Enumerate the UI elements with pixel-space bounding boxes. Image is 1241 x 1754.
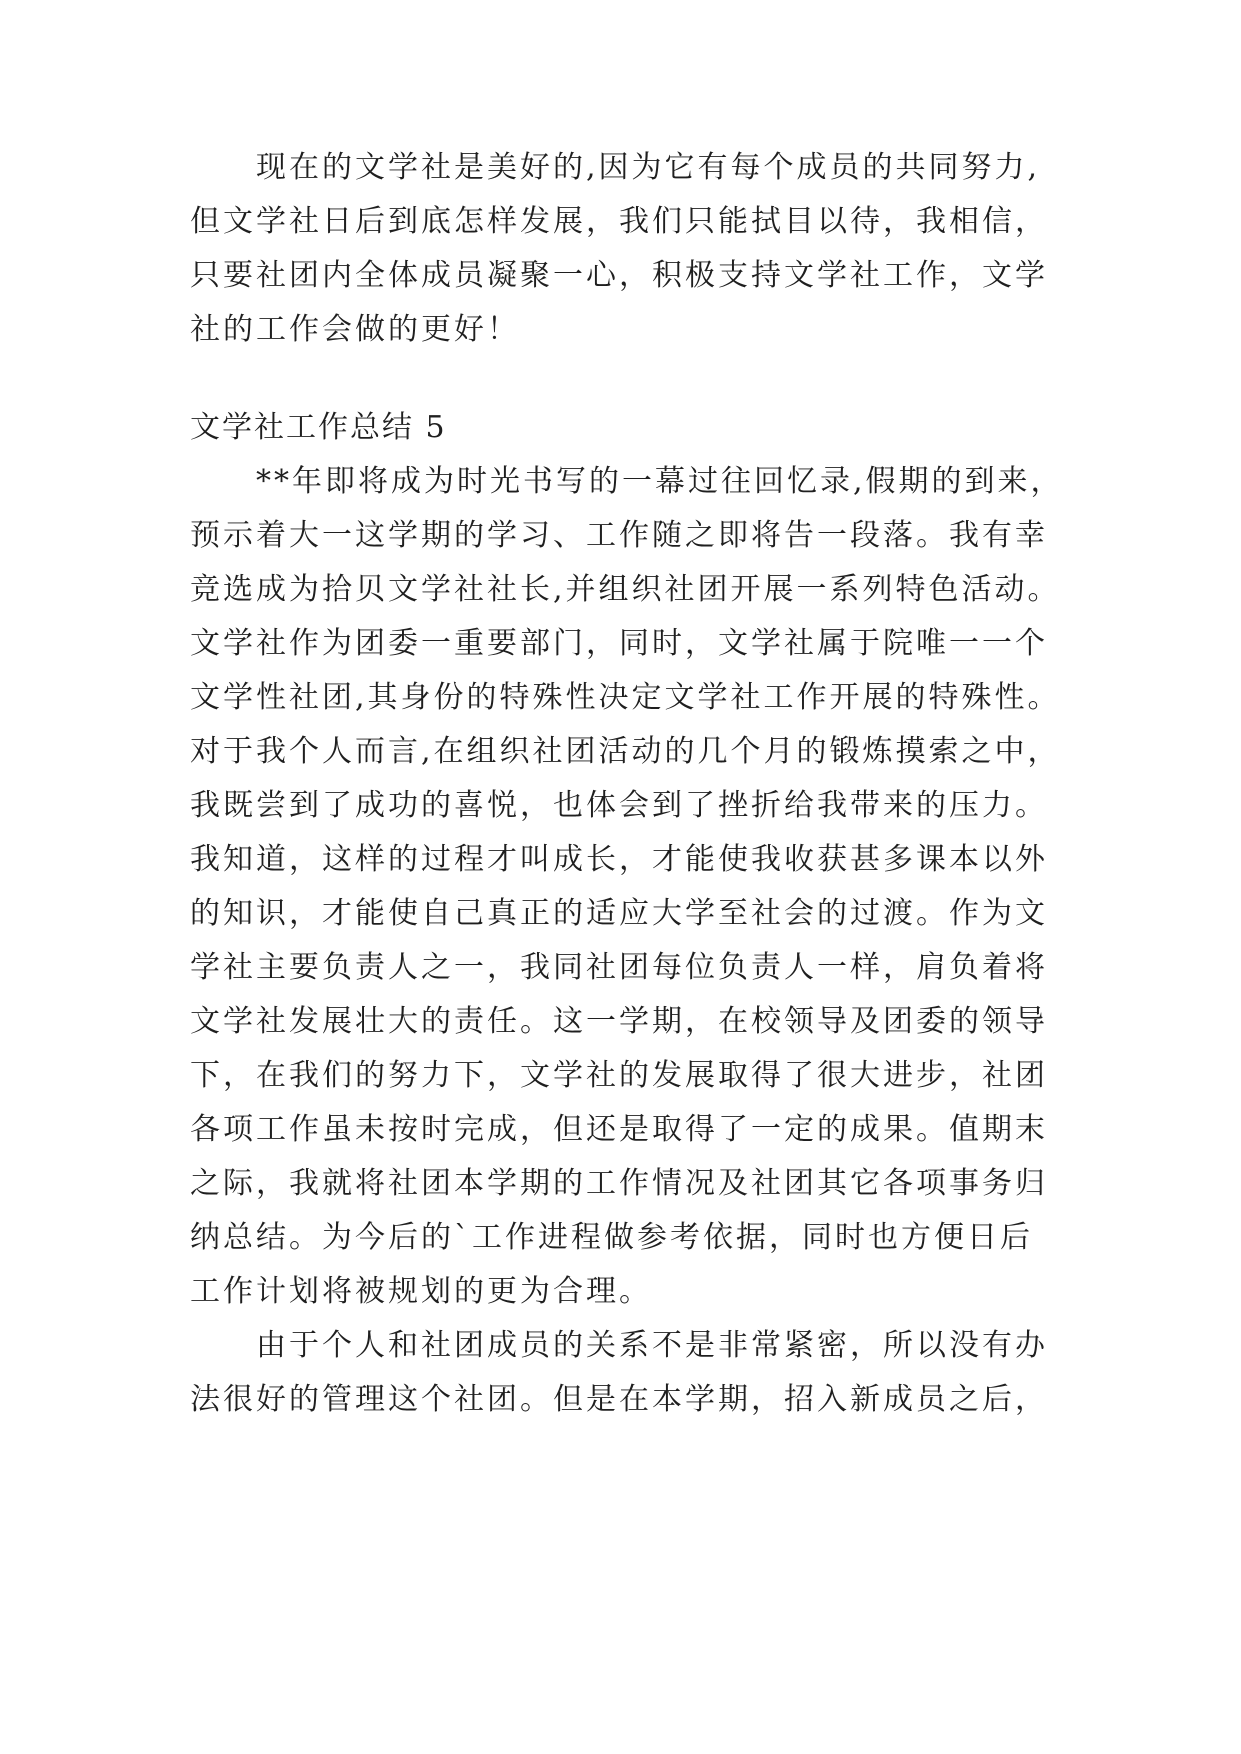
paragraph-2-line-9: 的知识，才能使自己真正的适应大学至社会的过渡。作为文	[190, 896, 1048, 931]
paragraph-2-line-13: 各项工作虽未按时完成，但还是取得了一定的成果。值期末	[190, 1112, 1048, 1147]
paragraph-2-line-16: 工作计划将被规划的更为合理。	[190, 1274, 652, 1309]
paragraph-2-line-6: 对于我个人而言,在组织社团活动的几个月的锻炼摸索之中，	[190, 734, 1061, 769]
paragraph-2-line-2: 预示着大一这学期的学习、工作随之即将告一段落。我有幸	[190, 518, 1048, 553]
paragraph-2-line-11: 文学社发展壮大的责任。这一学期，在校领导及团委的领导	[190, 1004, 1048, 1039]
section-heading: 文学社工作总结 5	[190, 410, 447, 445]
paragraph-2-line-3: 竞选成为拾贝文学社社长,并组织社团开展一系列特色活动。	[190, 572, 1061, 607]
paragraph-2-line-8: 我知道，这样的过程才叫成长，才能使我收获甚多课本以外	[190, 842, 1048, 877]
paragraph-2-line-12: 下，在我们的努力下，文学社的发展取得了很大进步，社团	[190, 1058, 1048, 1093]
paragraph-2-line-5: 文学性社团,其身份的特殊性决定文学社工作开展的特殊性。	[190, 680, 1061, 715]
paragraph-1-line-4: 社的工作会做的更好！	[190, 312, 520, 347]
paragraph-1-line-3: 只要社团内全体成员凝聚一心，积极支持文学社工作，文学	[190, 258, 1048, 293]
paragraph-2-line-10: 学社主要负责人之一，我同社团每位负责人一样，肩负着将	[190, 950, 1048, 985]
paragraph-2-line-1: **年即将成为时光书写的一幕过往回忆录,假期的到来，	[256, 464, 1064, 499]
paragraph-2-line-7: 我既尝到了成功的喜悦，也体会到了挫折给我带来的压力。	[190, 788, 1048, 823]
paragraph-2-line-14: 之际，我就将社团本学期的工作情况及社团其它各项事务归	[190, 1166, 1048, 1201]
paragraph-3-line-1: 由于个人和社团成员的关系不是非常紧密，所以没有办	[256, 1328, 1048, 1363]
paragraph-2-line-15: 纳总结。为今后的`工作进程做参考依据，同时也方便日后	[190, 1220, 1033, 1255]
paragraph-2-line-4: 文学社作为团委一重要部门，同时，文学社属于院唯一一个	[190, 626, 1048, 661]
paragraph-1-line-2: 但文学社日后到底怎样发展，我们只能拭目以待，我相信，	[190, 204, 1048, 239]
paragraph-3-line-2: 法很好的管理这个社团。但是在本学期，招入新成员之后，	[190, 1382, 1048, 1417]
paragraph-1-line-1: 现在的文学社是美好的,因为它有每个成员的共同努力,	[256, 150, 1041, 185]
